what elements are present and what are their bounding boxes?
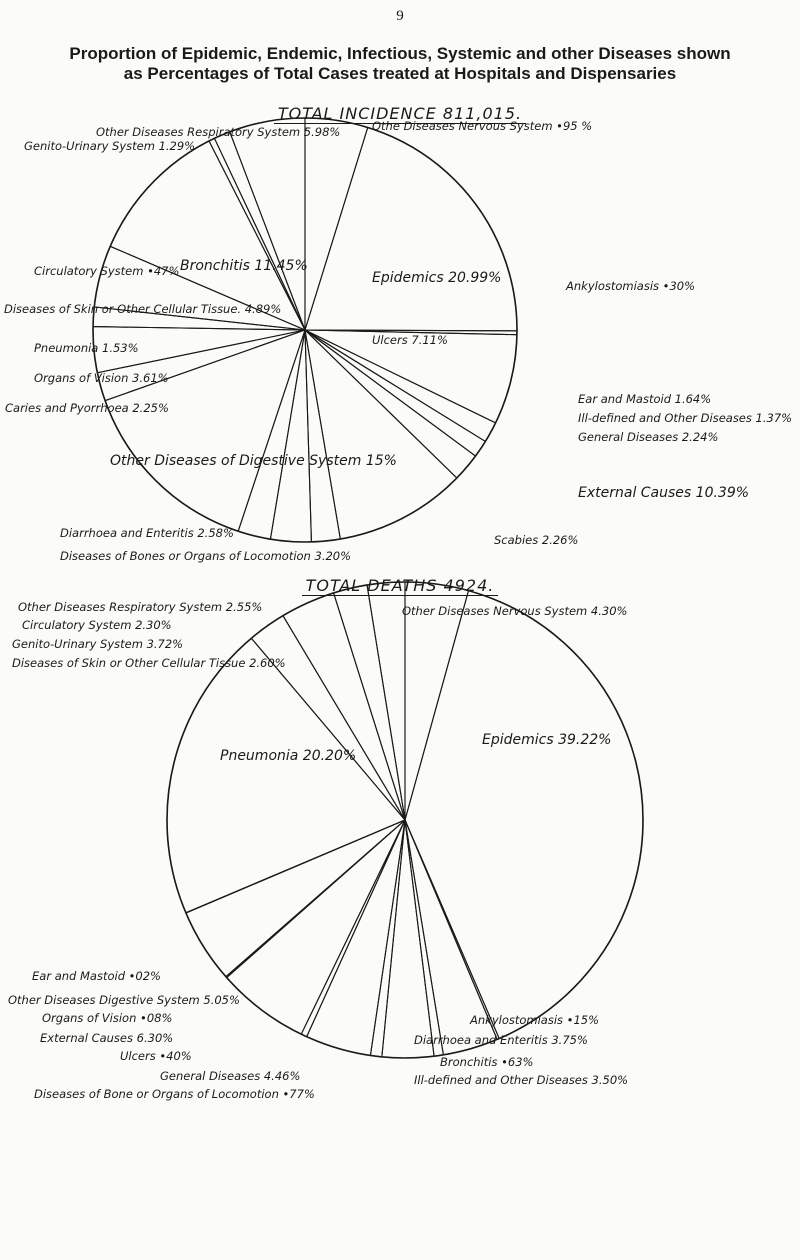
slice-label-caries-and-pyorrhoea: Caries and Pyorrhoea 2.25% [5, 401, 169, 415]
slice-label-pneumonia: Pneumonia 20.20% [220, 748, 357, 764]
slice-label-genito-urinary-system: Genito-Urinary System 3.72% [12, 637, 184, 651]
slice-label-other-diseases-nervous-system: Other Diseases Nervous System 4.30% [402, 604, 628, 618]
slice-label-bronchitis: Bronchitis •63% [440, 1055, 534, 1069]
pie-slice-genito-urinary-system [214, 132, 305, 330]
pie-slice-external-causes [305, 330, 457, 539]
slice-label-diarrhoea-and-enteritis: Diarrhoea and Enteritis 2.58% [60, 526, 234, 540]
pie-slice-diseases-of-bones-or-organs-of-locomotion [270, 330, 311, 542]
slice-label-ill-defined-and-other-diseases: Ill-defined and Other Diseases 1.37% [578, 411, 793, 425]
slice-label-ear-and-mastoid: Ear and Mastoid •02% [32, 969, 161, 983]
slice-label-general-diseases: General Diseases 2.24% [578, 430, 719, 444]
slice-label-othe-diseases-nervous-system: Othe Diseases Nervous System •95 % [372, 119, 593, 133]
slice-label-diseases-of-skin-or-other-cellular-tissue: Diseases of Skin or Other Cellular Tissue 2.60% [12, 656, 286, 670]
slice-label-circulatory-system: Circulatory System 2.30% [22, 618, 172, 632]
deaths-chart-title: TOTAL DEATHS 4924. [302, 576, 499, 596]
slice-label-other-diseases-of-digestive-system: Other Diseases of Digestive System 15% [110, 453, 397, 469]
page-number: 9 [396, 8, 404, 24]
deaths-pie [8, 582, 643, 1101]
pie-slice-other-diseases-respiratory-system [230, 118, 305, 330]
slice-label-ankylostomiasis: Ankylostomiasis •30% [566, 279, 696, 293]
slice-label-organs-of-vision: Organs of Vision 3.61% [34, 371, 169, 385]
slice-label-ear-and-mastoid: Ear and Mastoid 1.64% [578, 392, 712, 406]
pie-slice-bronchitis [405, 820, 443, 1056]
pie-slice-diseases-of-skin-or-other-cellular-tissue [251, 616, 405, 820]
incidence-chart-title: TOTAL INCIDENCE 811,015. [274, 104, 526, 124]
slice-label-bronchitis: Bronchitis 11.45% [180, 258, 308, 274]
slice-label-ulcers: Ulcers 7.11% [372, 333, 448, 347]
slice-label-diseases-of-bones-or-organs-of-locomotion: Diseases of Bones or Organs of Locomotion 3.20% [60, 549, 352, 563]
slice-label-external-causes: External Causes 10.39% [578, 485, 750, 501]
page-heading: Proportion of Epidemic, Endemic, Infectious, Systemic and other Diseases shown as Percentages of Total Cases treated at Hospitals and Dispensaries [69, 44, 731, 83]
slice-label-other-diseases-respiratory-system: Other Diseases Respiratory System 5.98% [96, 125, 341, 139]
pie-slice-epidemics [305, 128, 517, 331]
slice-label-general-diseases: General Diseases 4.46% [160, 1069, 301, 1083]
pie-slice-epidemics [405, 591, 643, 1039]
pie-slice-other-diseases-respiratory-system [367, 582, 405, 820]
slice-label-diseases-of-skin-or-other-cellular-tissue: Diseases of Skin or Other Cellular Tissue. 4.89% [4, 302, 282, 316]
pie-slice-ill-defined-and-other-diseases [305, 330, 485, 456]
incidence-pie [4, 118, 792, 563]
slice-label-ankylostomiasis: Ankylostomiasis •15% [470, 1013, 600, 1027]
pie-slice-ill-defined-and-other-diseases [382, 820, 434, 1058]
slice-label-scabies: Scabies 2.26% [494, 533, 579, 547]
slice-label-other-diseases-digestive-system: Other Diseases Digestive System 5.05% [8, 993, 240, 1007]
pie-slice-other-diseases-of-digestive-system [105, 330, 305, 531]
slice-label-epidemics: Epidemics 20.99% [372, 270, 502, 286]
slice-label-external-causes: External Causes 6.30% [40, 1031, 174, 1045]
slice-label-epidemics: Epidemics 39.22% [482, 732, 612, 748]
slice-label-pneumonia: Pneumonia 1.53% [34, 341, 139, 355]
slice-label-genito-urinary-system: Genito-Urinary System 1.29% [24, 139, 196, 153]
slice-label-circulatory-system: Circulatory System •47% [34, 264, 180, 278]
slice-label-diseases-of-bone-or-organs-of-locomotion: Diseases of Bone or Organs of Locomotion •77% [34, 1087, 315, 1101]
slice-label-organs-of-vision: Organs of Vision •08% [42, 1011, 173, 1025]
slice-label-ulcers: Ulcers •40% [120, 1049, 192, 1063]
pie-slice-circulatory-system [334, 585, 405, 820]
slice-label-other-diseases-respiratory-system: Other Diseases Respiratory System 2.55% [18, 600, 263, 614]
slice-label-ill-defined-and-other-diseases: Ill-defined and Other Diseases 3.50% [414, 1073, 629, 1087]
slice-label-diarrhoea-and-enteritis: Diarrhoea and Enteritis 3.75% [414, 1033, 588, 1047]
